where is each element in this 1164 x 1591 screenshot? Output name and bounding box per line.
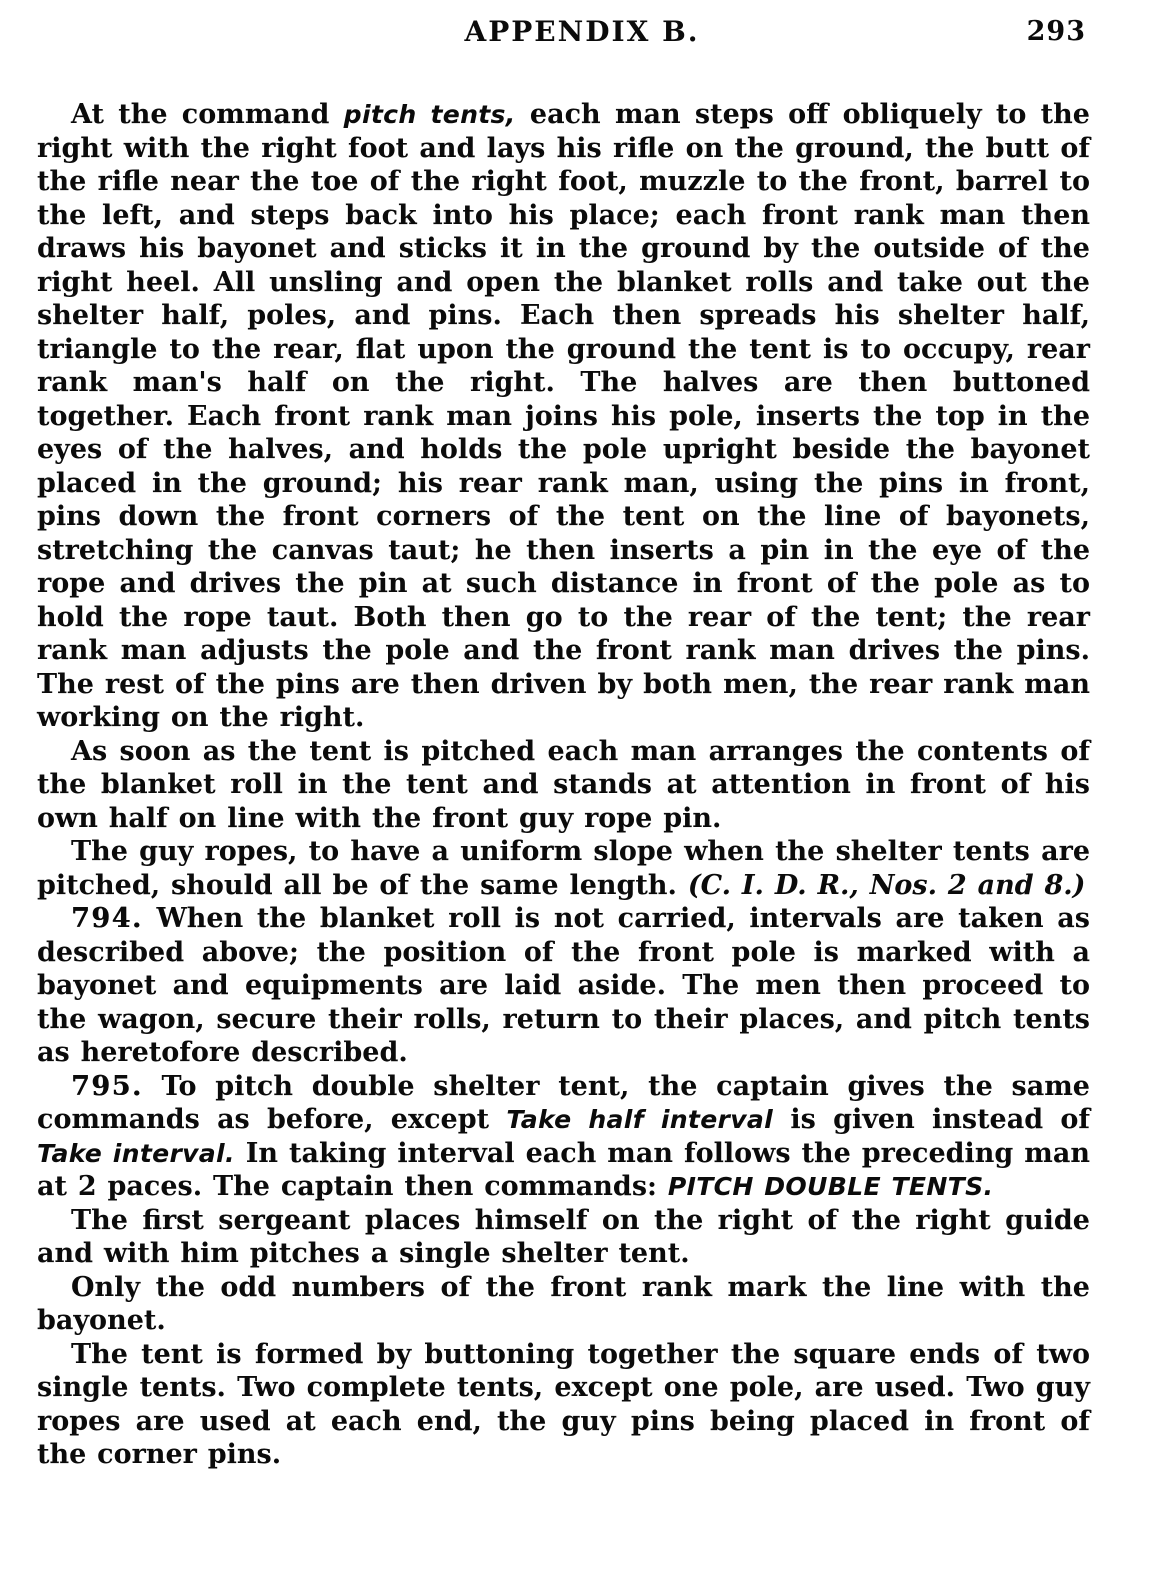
text-segment: each man steps off obliquely to the right with the right foot and lays his rifle on the ground, the butt of the rifle near the toe of the right foot, muzzle to the front, barrel to the left, and steps back into his place; each front rank man then draws his bayonet and sticks it in the ground by the outside of the right heel. All unsling and open the blanket rolls and take out the shelter half, poles, and pins. Each then spreads his shelter half, triangle to the rear, flat upon the ground the tent is to occupy, rear rank man's half on the right. The halves are then buttoned together. Each front rank man joins his pole, inserts the top in the eyes of the halves, and holds the pole upright beside the bayonet placed in the ground; his rear rank man, using the pins in front, pins down the front corners of the tent on the line of bayonets, stretching the canvas taut; he then inserts a pin in the eye of the rope and drives the pin at such distance in front of the pole as to hold the rope taut. Both then go to the rear of the tent; the rear rank man adjusts the pole and the front rank man drives the pins. The rest of the pins are then driven by both men, the rear rank man working on the right. <box>37 99 1090 733</box>
page-header <box>0 0 1164 66</box>
text-segment: The guy ropes, to have a uniform slope when the shelter tents are pitched, should all be of the same length. <box>37 836 1090 901</box>
text-segment: is given instead of <box>773 1104 1090 1135</box>
page-title: APPENDIX B. <box>464 15 700 48</box>
page-body <box>37 98 1090 1472</box>
text-segment: The first sergeant places himself on the right of the right guide and with him pitches a single shelter tent. <box>37 1204 1090 1269</box>
paragraph <box>37 835 1090 902</box>
paragraph <box>37 98 1090 735</box>
text-segment: At the command <box>71 99 344 130</box>
text-segment-num: 795. <box>71 1070 143 1102</box>
paragraph <box>37 902 1090 1070</box>
paragraph <box>37 1204 1090 1271</box>
paragraph <box>37 1338 1090 1472</box>
text-segment: Only the odd numbers of the front rank mark the line with the bayonet. <box>37 1271 1090 1336</box>
text-segment: The tent is formed by buttoning together the square ends of two single tents. Two complete tents, except one pole, are used. Two guy ropes are used at each end, the guy pins being placed in front of the corner pins. <box>37 1338 1090 1470</box>
paragraph <box>37 1271 1090 1338</box>
text-segment-cmd: Take half interval <box>506 1105 774 1134</box>
text-segment-num: 794. <box>71 903 143 934</box>
text-segment-cmd: pitch tents, <box>343 100 516 129</box>
text-segment-italic: (C. I. D. R., Nos. 2 and 8.) <box>687 869 1086 901</box>
text-segment: To pitch double shelter tent, the captain gives the same commands as before, except <box>37 1070 1090 1135</box>
text-segment: As soon as the tent is pitched each man arranges the contents of the blanket roll in the tent and stands at attention in front of his own half on line with the front guy rope pin. <box>37 735 1090 834</box>
page-number: 293 <box>1026 16 1086 47</box>
text-segment-cmd: Take interval. <box>37 1138 235 1168</box>
text-segment: When the blanket roll is not carried, intervals are taken as described above; the position of the front pole is marked with a bayonet and equipments are laid aside. The men then proceed to the wagon, secure their rolls, return to their places, and pitch tents as heretofore described. <box>37 903 1090 1068</box>
paragraph <box>37 735 1090 836</box>
text-segment: In taking interval each man follows the preceding man at 2 paces. The captain then commands: <box>37 1137 1090 1202</box>
text-segment-cmd: PITCH DOUBLE TENTS. <box>667 1172 994 1201</box>
paragraph <box>37 1070 1090 1204</box>
